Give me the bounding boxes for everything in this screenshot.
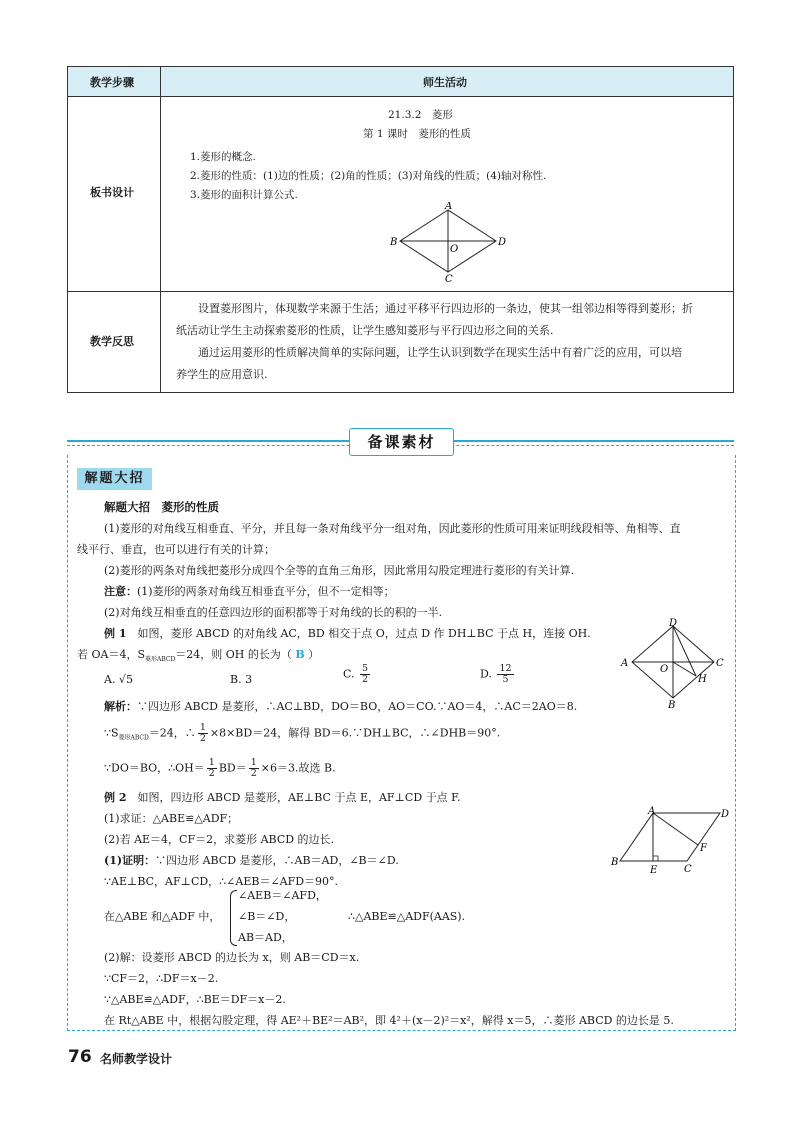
reflection-line: 设置菱形图片，体现数学来源于生活；通过平移平行四边形的一条边，使其一组邻边相等得到菱形；折 xyxy=(198,302,693,315)
label-c: C xyxy=(445,274,453,282)
page-number: 76 xyxy=(68,1047,92,1067)
lesson-table xyxy=(67,66,734,393)
para: 线平行、垂直，也可以进行有关的计算； xyxy=(77,543,275,556)
option-a: A. √5 xyxy=(104,673,133,686)
label-h: H xyxy=(698,674,707,685)
label-o: O xyxy=(450,244,459,255)
board-item: 3.菱形的面积计算公式. xyxy=(190,189,298,201)
label-c: C xyxy=(684,864,692,875)
note-line: (2)对角线互相垂直的任意四边形的面积都等于对角线的长的积的一半. xyxy=(104,606,443,619)
solution2-line: (2)解：设菱形 ABCD 的边长为 x，则 AB＝CD＝x. xyxy=(104,951,360,964)
reflection-line: 通过运用菱形的性质解决简单的实际问题，让学生认识到数学在现实生活中有着广泛的应用，可以培 xyxy=(198,346,682,359)
table-row-divider xyxy=(68,291,733,292)
board-subtitle: 第 1 课时 菱形的性质 xyxy=(363,128,471,140)
solution2-line: ∵CF＝2，∴DF＝x－2. xyxy=(104,972,219,985)
note-text: (1)菱形的两条对角线互相垂直平分，但不一定相等； xyxy=(137,585,395,598)
content-heading: 解题大招 菱形的性质 xyxy=(104,500,219,514)
label-o: O xyxy=(660,664,669,675)
label-d: D xyxy=(669,618,678,629)
label-e: E xyxy=(650,865,658,876)
label-a: A xyxy=(648,806,656,817)
para: (2)菱形的两条对角线把菱形分成四个全等的直角三角形，因此常用勾股定理进行菱形的有关计算. xyxy=(104,564,575,577)
para: (1)菱形的对角线互相垂直、平分，并且每一条对角线平分一组对角，因此菱形的性质可用来证明线段相等、角相等、直 xyxy=(104,522,681,535)
label-d: D xyxy=(721,809,730,820)
reflection-line: 养学生的应用意识. xyxy=(176,368,268,381)
row-label-board: 板书设计 xyxy=(90,186,134,199)
example2-q1: (1)求证：△ABE≌△ADF； xyxy=(104,812,239,825)
col-header-steps: 教学步骤 xyxy=(90,76,134,89)
solution2-line: 在 Rt△ABE 中，根据勾股定理，得 AE²＋BE²＝AB²，即 4²＋(x－2)²＝x²，解得 x＝5，∴菱形 ABCD 的边长是 5. xyxy=(104,1014,674,1027)
proof-line: 在△ABE 和△ADF 中， xyxy=(104,910,221,923)
label-b: B xyxy=(390,237,398,248)
example1-line: 例 1 如图，菱形 ABCD 的对角线 AC，BD 相交于点 O，过点 D 作 DH⊥BC 于点 H，连接 OH. xyxy=(104,627,591,640)
system-line: AB＝AD， xyxy=(238,931,293,944)
section-tag: 解题大招 xyxy=(77,468,152,490)
solution-line: 解析：∵四边形 ABCD 是菱形，∴AC⊥BD，DO＝BO，AO＝CO.∵AO＝4，∴AC＝2AO＝8. xyxy=(104,700,578,713)
label-a: A xyxy=(621,658,629,669)
proof-line: (1)证明：∵四边形 ABCD 是菱形，∴AB＝AD，∠B＝∠D. xyxy=(104,854,399,867)
note-line xyxy=(104,582,395,602)
table-header xyxy=(68,67,733,97)
label-c: C xyxy=(716,658,724,669)
label-a: A xyxy=(445,202,453,212)
note-label: 注意： xyxy=(104,585,137,598)
label-f: F xyxy=(700,843,707,854)
row-label-reflection: 教学反思 xyxy=(90,335,134,348)
proof-line: ∵AE⊥BC，AF⊥CD，∴∠AEB＝∠AFD＝90°. xyxy=(104,875,339,888)
board-title: 21.3.2 菱形 xyxy=(388,109,453,121)
option-c: C. $\frac{5}{2}$ xyxy=(343,663,369,685)
answer-mark: B xyxy=(295,648,305,661)
option-b: B. 3 xyxy=(230,673,253,686)
rhombus-figure-example2 xyxy=(608,805,733,877)
board-item: 2.菱形的性质：(1)边的性质；(2)角的性质；(3)对角线的性质；(4)轴对称性. xyxy=(190,170,547,182)
rhombus-figure-board xyxy=(388,202,508,282)
system-brace xyxy=(230,890,237,946)
rhombus-figure-example1 xyxy=(618,618,733,708)
section-banner: 备课素材 xyxy=(349,428,454,456)
col-header-activities: 师生活动 xyxy=(423,76,467,89)
reflection-line: 纸活动让学生主动探索菱形的性质，让学生感知菱形与平行四边形之间的关系. xyxy=(176,324,554,337)
example1-label: 例 1 xyxy=(104,627,127,640)
label-b: B xyxy=(611,857,619,868)
solution-line: $\because S_{菱形ABCD}=24$，∴ $\frac{1}{2}$ ×8×BD＝24，解得 BD＝6.∵DH⊥BC，∴∠DHB＝90°. xyxy=(104,722,501,744)
proof-conclusion: ∴△ABE≌△ADF(AAS). xyxy=(348,910,466,923)
table-column-divider xyxy=(160,67,161,392)
example2-line: 例 2 如图，四边形 ABCD 是菱形，AE⊥BC 于点 E，AF⊥CD 于点 F. xyxy=(104,791,461,804)
label-b: B xyxy=(668,700,676,708)
label-d: D xyxy=(498,237,507,248)
example2-q2: (2)若 AE＝4，CF＝2，求菱形 ABCD 的边长. xyxy=(104,833,335,846)
book-title: 名师教学设计 xyxy=(100,1052,173,1066)
example1-line2: 若 OA＝4，$S_{菱形ABCD}=24$，则 OH 的长为（ B ） xyxy=(77,648,320,664)
system-line: ∠AEB＝∠AFD， xyxy=(238,889,327,902)
system-line: ∠B＝∠D， xyxy=(238,910,296,923)
board-item: 1.菱形的概念. xyxy=(190,151,256,163)
solution2-line: ∵△ABE≌△ADF，∴BE＝DF＝x－2. xyxy=(104,993,286,1006)
solution-line: ∵DO＝BO，∴OH＝ $\frac{1}{2}$ BD＝ $\frac{1}{2}$ ×6＝3.故选 B. xyxy=(104,757,336,779)
option-d: D. $\frac{12}{5}$ xyxy=(480,663,512,685)
